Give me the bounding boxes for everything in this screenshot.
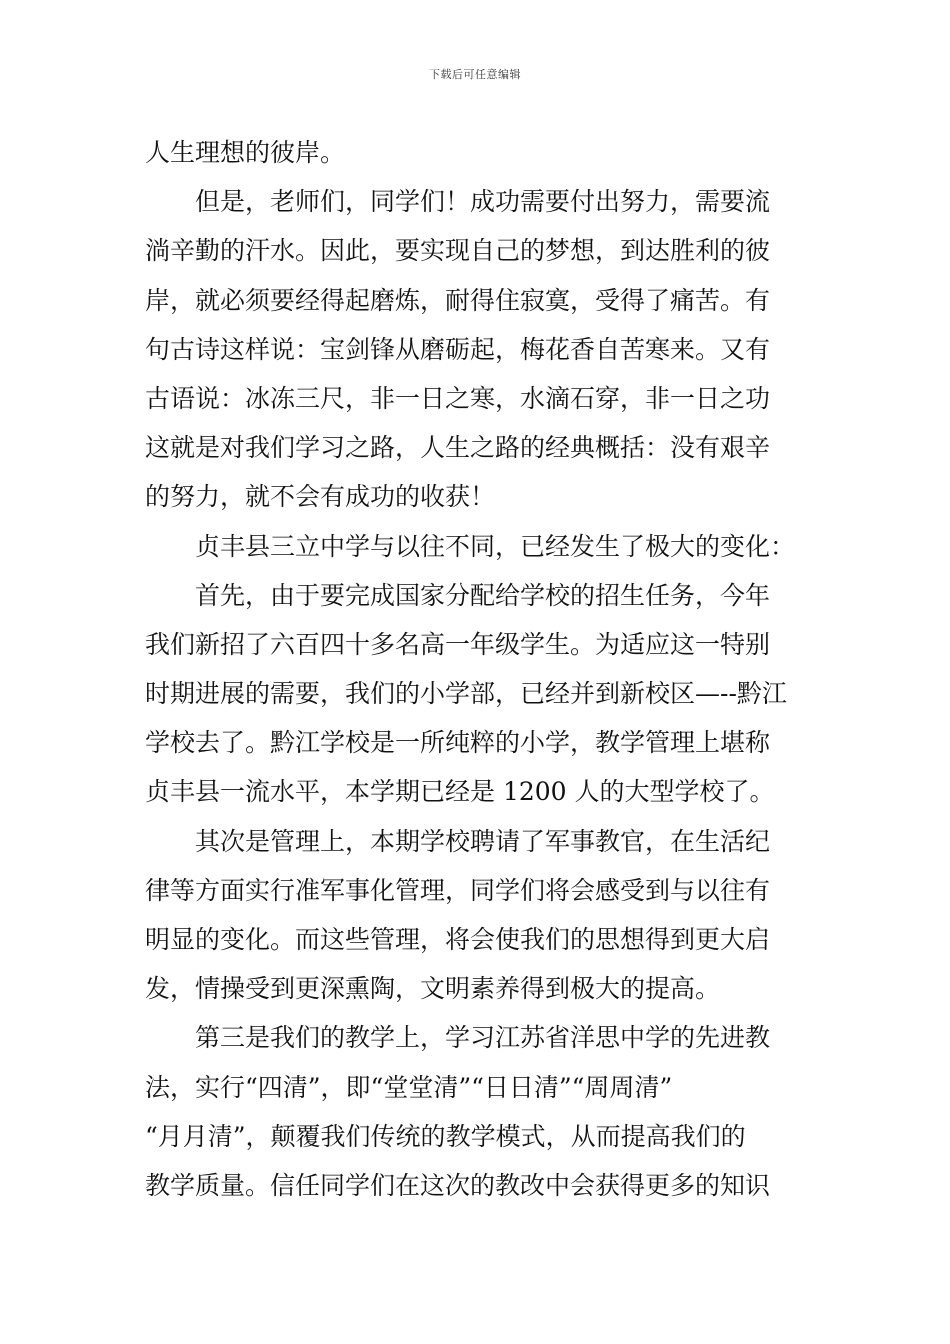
text-line: 教学质量。信任同学们在这次的教改中会获得更多的知识 xyxy=(145,1170,771,1200)
document-body xyxy=(145,128,810,1210)
text-line: 学校去了。黔江学校是一所纯粹的小学，教学管理上堪称 xyxy=(145,728,771,758)
text-line: 岸，就必须要经得起磨炼，耐得住寂寞，受得了痛苦。有 xyxy=(145,285,771,315)
text-line: 其次是管理上，本期学校聘请了军事教官，在生活纪 xyxy=(195,826,771,856)
text-line: 的努力，就不会有成功的收获！ xyxy=(145,482,496,512)
text-line: 贞丰县三立中学与以往不同，已经发生了极大的变化： xyxy=(195,531,796,561)
text-line: 句古诗这样说：宝剑锋从磨砺起，梅花香自苦寒来。又有 xyxy=(145,334,771,364)
text-line: 时期进展的需要，我们的小学部，已经并到新校区—--黔江 xyxy=(145,679,787,709)
text-line: 发，情操受到更深熏陶，文明素养得到极大的提高。 xyxy=(145,974,721,1004)
text-line: 淌辛勤的汗水。因此，要实现自己的梦想，到达胜利的彼 xyxy=(145,236,771,266)
text-line: 第三是我们的教学上，学习江苏省洋思中学的先进教 xyxy=(195,1023,771,1053)
text-line: 贞丰县一流水平，本学期已经是 1200 人的大型学校了。 xyxy=(145,777,775,807)
text-line: 明显的变化。而这些管理，将会使我们的思想得到更大启 xyxy=(145,925,771,954)
text-line: 古语说：冰冻三尺，非一日之寒，水滴石穿，非一日之功 xyxy=(145,383,771,413)
text-line: 律等方面实行准军事化管理，同学们将会感受到与以往有 xyxy=(145,875,771,905)
text-line: 但是，老师们，同学们！成功需要付出努力，需要流 xyxy=(195,187,771,217)
page-header: 下载后可任意编辑 xyxy=(429,68,521,81)
text-line: 首先，由于要完成国家分配给学校的招生任务，今年 xyxy=(195,580,771,610)
text-line: “月月清”，颠覆我们传统的教学模式，从而提高我们的 xyxy=(145,1121,746,1151)
text-line: 我们新招了六百四十多名高一年级学生。为适应这一特别 xyxy=(145,629,771,659)
text-line: 人生理想的彼岸。 xyxy=(145,138,346,167)
text-line: 法，实行“四清”，即“堂堂清”“日日清”“周周清” xyxy=(145,1072,673,1102)
text-line: 这就是对我们学习之路，人生之路的经典概括：没有艰辛 xyxy=(145,433,771,463)
